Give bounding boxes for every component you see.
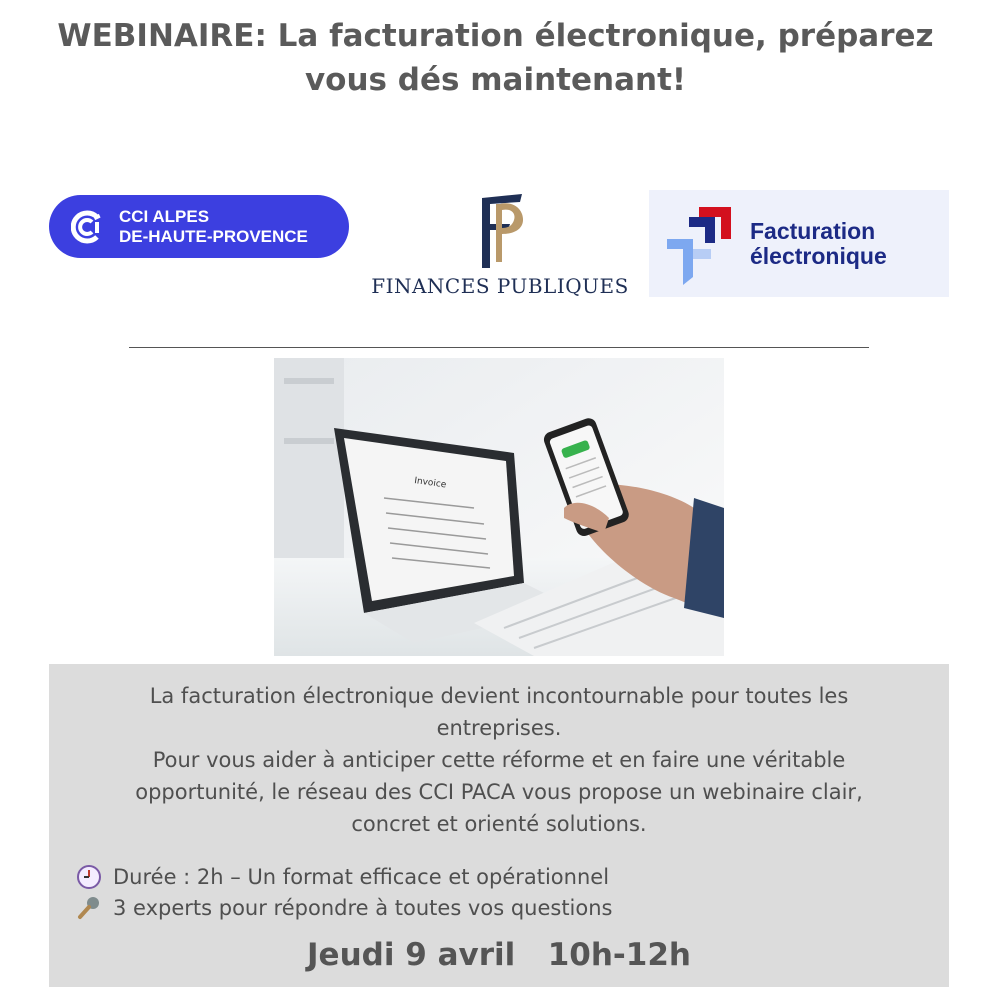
section-divider: [129, 347, 869, 348]
desc-line: opportunité, le réseau des CCI PACA vous propose un webinaire clair,: [135, 780, 863, 804]
cci-line-1: CCI ALPES: [119, 206, 210, 226]
desc-line: concret et orienté solutions.: [351, 812, 647, 836]
microphone-icon: [75, 894, 103, 922]
finances-publiques-logo: [370, 190, 630, 315]
cci-icon: [71, 209, 107, 245]
cci-logo-text: [119, 207, 308, 247]
desc-line: entreprises.: [436, 716, 562, 740]
description: [89, 680, 909, 840]
desc-line: Pour vous aider à anticiper cette réforme et en faire une véritable: [152, 748, 846, 772]
info-box: [49, 664, 949, 987]
date-text: Jeudi 9 avril: [307, 937, 516, 973]
time-text: 10h-12h: [547, 937, 691, 973]
cci-logo: [49, 195, 349, 258]
finances-publiques-icon: [460, 190, 540, 272]
finances-publiques-text: FINANCES PUBLIQUES: [371, 274, 629, 298]
clock-icon: [75, 863, 103, 891]
feature-duration: [75, 862, 609, 892]
feature-experts-text: 3 experts pour répondre à toutes vos questions: [113, 896, 613, 920]
facturation-electronique-logo: [649, 190, 949, 297]
fe-line-2: électronique: [750, 242, 887, 269]
cci-line-2: DE-HAUTE-PROVENCE: [119, 226, 308, 246]
event-date: [49, 932, 949, 978]
feature-duration-text: Durée : 2h – Un format efficace et opérationnel: [113, 865, 610, 889]
invoice-label: Invoice: [413, 476, 447, 491]
feature-experts: [75, 893, 613, 923]
title-line-1: WEBINAIRE: La facturation électronique, préparez: [57, 18, 934, 54]
laptop-phone-photo: [274, 358, 724, 656]
fe-line-1: Facturation: [750, 217, 876, 244]
facturation-electronique-text: [750, 219, 887, 269]
page-title: [40, 14, 951, 102]
desc-line: La facturation électronique devient incontournable pour toutes les: [149, 684, 849, 708]
title-line-2: vous dés maintenant!: [304, 62, 687, 98]
facturation-electronique-icon: [659, 199, 744, 289]
